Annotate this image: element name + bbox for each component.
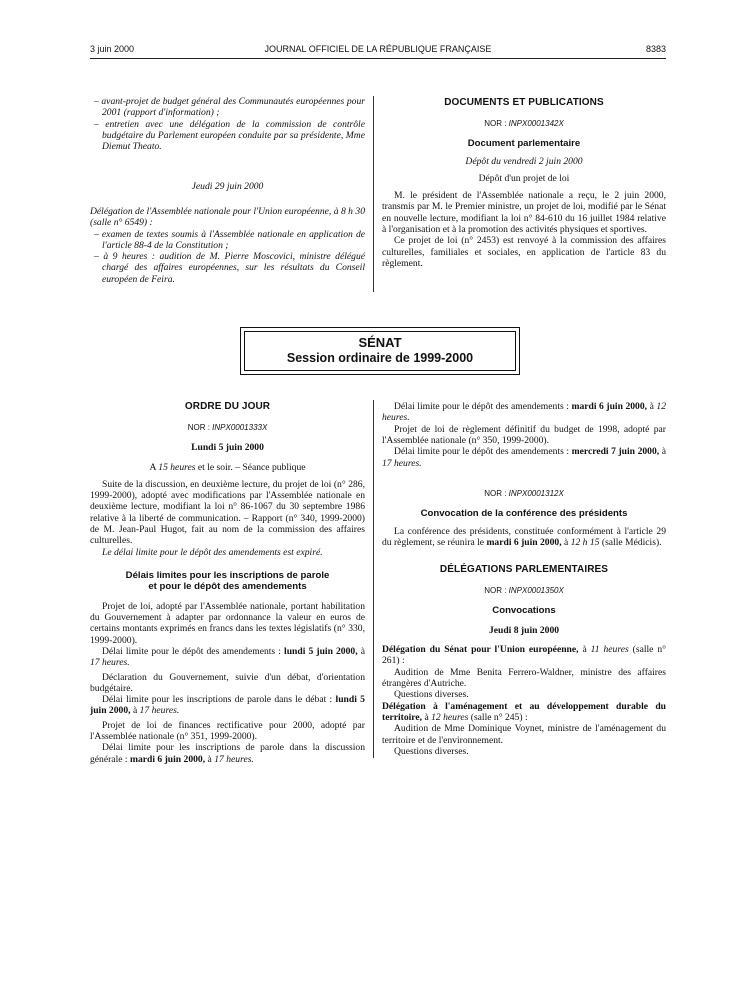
convocation-date: Jeudi 8 juin 2000 xyxy=(488,624,560,636)
header-page-number: 8383 xyxy=(645,44,666,54)
conference-title: Convocation de la conférence des présidents xyxy=(420,508,628,520)
top-left-column xyxy=(90,96,365,285)
deadline-line: Délai limite pour les inscriptions de parole dans la discussion générale : mardi 6 juin 2000, à 17 heures. xyxy=(90,742,365,765)
paragraph: Projet de loi, adopté par l'Assemblée nationale, portant habilitation du Gouvernement à adapter par ordonnance la valeur en euros de certains montants exprimés en francs dans les textes législatifs (n° 330, 1999-2000). xyxy=(90,600,365,646)
meeting-date: Jeudi 29 juin 2000 xyxy=(191,180,264,192)
list-item: – entretien avec une délégation de la commission de contrôle budgétaire du Parlement européen conduite par sa présidente, Mme Diemut Theato. xyxy=(94,118,365,153)
page-header xyxy=(90,44,666,56)
session-date: Lundi 5 juin 2000 xyxy=(191,442,264,454)
paragraph: Audition de Mme Benita Ferrero-Waldner, ministre des affaires étrangères d'Autriche. xyxy=(382,666,666,690)
header-rule xyxy=(90,58,666,59)
nor-reference: NOR : INPX0001342X xyxy=(484,118,564,128)
deadlines-title-line-1: Délais limites pour les inscriptions de parole xyxy=(125,570,330,582)
paragraph: Déclaration du Gouvernement, suivie d'un débat, d'orientation budgétaire. xyxy=(90,671,365,694)
conference-paragraph: La conférence des présidents, constituée conformément à l'article 29 du règlement, se réunira le mardi 6 juin 2000, à 12 h 15 (salle Médicis). xyxy=(382,525,666,548)
amendment-note: Le délai limite pour le dépôt des amendements est expiré. xyxy=(102,546,323,558)
paragraph: Questions diverses. xyxy=(394,689,469,701)
deadline-line: Délai limite pour le dépôt des amendements : mardi 6 juin 2000, à 12 heures. xyxy=(382,401,666,424)
top-right-column xyxy=(382,97,666,269)
delegation-intro: Délégation de l'Assemblée nationale pour l'Union européenne, à 8 h 30 (salle n° 6549) : xyxy=(90,205,365,229)
list-item: – avant-projet de budget général des Communautés européennes pour 2001 (rapport d'information) ; xyxy=(94,96,365,119)
paragraph: Ce projet de loi (n° 2453) est renvoyé à la commission des affaires culturelles, familiales et sociales, en application de l'article 83 du règlement. xyxy=(382,235,666,270)
column-divider-top xyxy=(373,96,374,292)
bottom-right-column xyxy=(382,401,666,757)
list-item: – à 9 heures : audition de M. Pierre Moscovici, ministre délégué chargé des affaires européennes, sur les résultats du Conseil européen de Feira. xyxy=(94,251,365,285)
session-time: A 15 heures et le soir. – Séance publique xyxy=(149,461,306,473)
section-title: DOCUMENTS ET PUBLICATIONS xyxy=(444,97,604,108)
nor-reference: NOR : INPX0001350X xyxy=(484,586,564,596)
paragraph: Questions diverses. xyxy=(394,745,469,757)
header-date: 3 juin 2000 xyxy=(90,44,135,54)
nor-reference: NOR : INPX0001312X xyxy=(484,488,564,498)
deadline-line: Délai limite pour le dépôt des amendements : lundi 5 juin 2000, à 17 heures. xyxy=(90,645,365,669)
column-divider-bottom xyxy=(373,400,374,758)
deadlines-title-line-2: et pour le dépôt des amendements xyxy=(148,581,307,593)
subsection-title: Document parlementaire xyxy=(467,138,581,150)
convocations-title: Convocations xyxy=(492,605,556,617)
senat-session: Session ordinaire de 1999-2000 xyxy=(286,351,474,366)
section-title: ORDRE DU JOUR xyxy=(184,401,271,412)
senat-title: SÉNAT xyxy=(358,335,402,350)
deadline-line: Délai limite pour le dépôt des amendements : mercredi 7 juin 2000, à 17 heures. xyxy=(382,446,666,469)
paragraph: Suite de la discussion, en deuxième lecture, du projet de loi (n° 286, 1999-2000), adopté avec modifications par l'Assemblée nationale en deuxième lecture, modifiant la loi n° 86-1067 du 30 septembre 1986 relative à la liberté de communication. – Rapport (n° 340, 1999-2000) de M. Jean-Paul Hugot, fait au nom de la commission des affaires culturelles. xyxy=(90,478,365,547)
paragraph: M. le président de l'Assemblée nationale a reçu, le 2 juin 2000, transmis par M. le Premier ministre, un projet de loi, modifié par le Sénat en nouvelle lecture, modifiant la loi n° 84-610 du 16 juillet 1984 relative à l'organisation et à la promotion des activités physiques et sportives. xyxy=(382,190,666,236)
senat-banner xyxy=(240,327,520,375)
deposit-date: Dépôt du vendredi 2 juin 2000 xyxy=(465,155,583,167)
paragraph: Audition de Mme Dominique Voynet, ministre de l'aménagement du territoire et de l'environnement. xyxy=(382,723,666,746)
delegation-entry: Délégation à l'aménagement et au développement durable du territoire, à 12 heures (salle n° 245) : xyxy=(382,700,666,723)
bottom-left-column xyxy=(90,401,365,765)
nor-reference: NOR : INPX0001333X xyxy=(187,422,268,432)
delegation-entry: Délégation du Sénat pour l'Union européenne, à 11 heures (salle n° 261) : xyxy=(382,644,666,667)
list-item: – examen de textes soumis à l'Assemblée nationale en application de l'article 88-4 de la Constitution ; xyxy=(94,228,365,251)
deposit-heading: Dépôt d'un projet de loi xyxy=(478,172,570,184)
paragraph: Projet de loi de règlement définitif du budget de 1998, adopté par l'Assemblée nationale (n° 350, 1999-2000). xyxy=(382,423,666,446)
paragraph: Projet de loi de finances rectificative pour 2000, adopté par l'Assemblée nationale (n° 351, 1999-2000). xyxy=(90,719,365,743)
header-journal-title: JOURNAL OFFICIEL DE LA RÉPUBLIQUE FRANÇAISE xyxy=(264,44,492,54)
deadline-line: Délai limite pour les inscriptions de parole dans le débat : lundi 5 juin 2000, à 17 heures. xyxy=(90,694,365,717)
section-title: DÉLÉGATIONS PARLEMENTAIRES xyxy=(439,564,609,576)
